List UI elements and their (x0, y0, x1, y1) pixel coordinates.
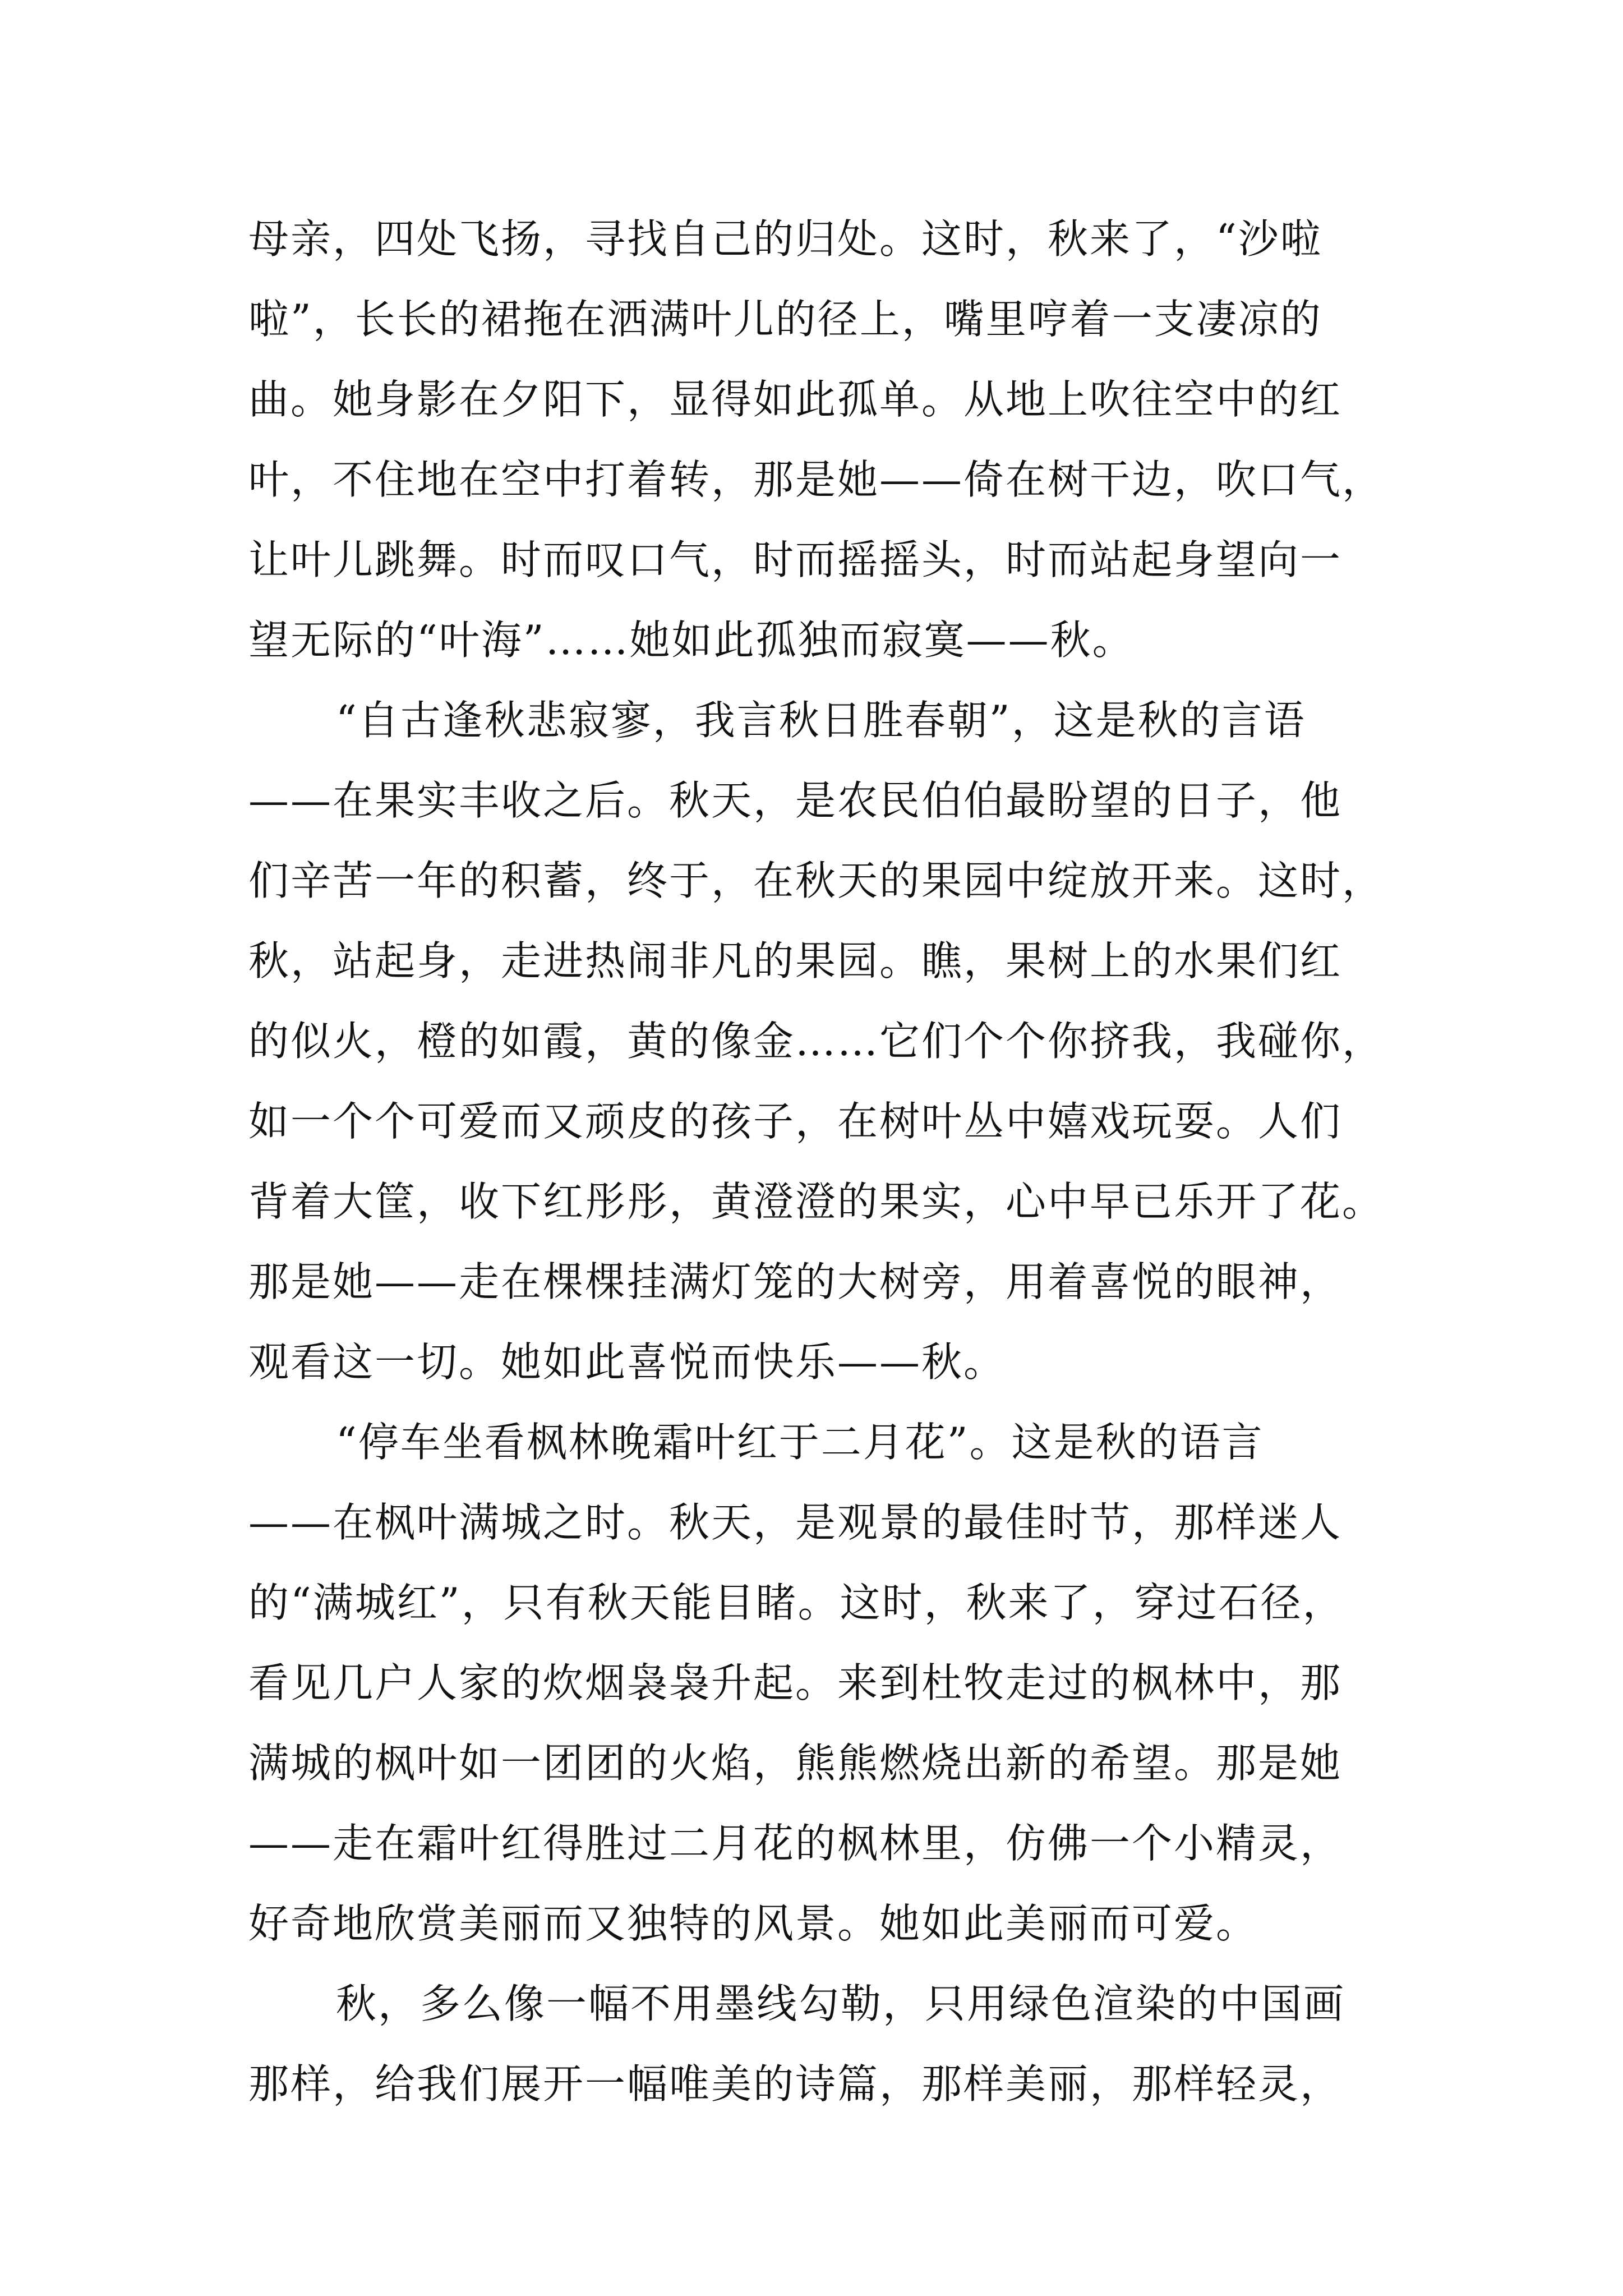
paragraph-first-line: “停车坐看枫林晚霜叶红于二月花”。这是秋的语言 (336, 1419, 1264, 1466)
text-line: 曲。她身影在夕阳下，显得如此孤单。从地上吹往空中的红 (248, 376, 1343, 423)
text-line: 的“满城红”，只有秋天能目睹。这时，秋来了，穿过石径， (248, 1579, 1345, 1626)
text-line: 们辛苦一年的积蓄，终于，在秋天的果园中绽放开来。这时， (248, 857, 1385, 904)
text-line: 秋，站起身，走进热闹非凡的果园。瞧，果树上的水果们红 (248, 937, 1343, 984)
text-line: 那是她——走在棵棵挂满灯笼的大树旁，用着喜悦的眼神， (248, 1258, 1343, 1305)
text-line: ——在果实丰收之后。秋天，是农民伯伯最盼望的日子，他 (248, 777, 1343, 824)
text-line: 的似火，橙的如霞，黄的像金……它们个个你挤我，我碰你， (248, 1018, 1385, 1065)
paragraph-first-line: 秋，多么像一幅不用墨线勾勒，只用绿色渲染的中国画 (336, 1980, 1346, 2027)
paragraph-first-line: “自古逢秋悲寂寥，我言秋日胜春朝”，这是秋的言语 (336, 697, 1306, 744)
text-line: 看见几户人家的炊烟袅袅升起。来到杜牧走过的枫林中，那 (248, 1659, 1343, 1706)
text-line: ——走在霜叶红得胜过二月花的枫林里，仿佛一个小精灵， (248, 1820, 1343, 1867)
text-line: 母亲，四处飞扬，寻找自己的归处。这时，秋来了，“沙啦 (248, 215, 1322, 263)
essay-body (248, 199, 1393, 2124)
text-line: 满城的枫叶如一团团的火焰，熊熊燃烧出新的希望。那是她 (248, 1740, 1343, 1787)
text-line: 好奇地欣赏美丽而又独特的风景。她如此美丽而可爱。 (248, 1900, 1258, 1947)
text-line: 叶，不住地在空中打着转，那是她——倚在树干边，吹口气， (248, 456, 1385, 503)
text-line: 望无际的“叶海”……她如此孤独而寂寞——秋。 (248, 616, 1135, 664)
text-line: 啦”，长长的裙拖在洒满叶儿的径上，嘴里哼着一支凄凉的 (248, 296, 1322, 343)
text-line: 观看这一切。她如此喜悦而快乐——秋。 (248, 1338, 1006, 1386)
text-line: ——在枫叶满城之时。秋天，是观景的最佳时节，那样迷人 (248, 1499, 1343, 1546)
text-line: 那样，给我们展开一幅唯美的诗篇，那样美丽，那样轻灵， (248, 2060, 1343, 2108)
text-line: 让叶儿跳舞。时而叹口气，时而摇摇头，时而站起身望向一 (248, 536, 1343, 583)
text-line: 如一个个可爱而又顽皮的孩子，在树叶丛中嬉戏玩耍。人们 (248, 1098, 1343, 1145)
text-line: 背着大筐，收下红彤彤，黄澄澄的果实，心中早已乐开了花。 (248, 1178, 1385, 1225)
